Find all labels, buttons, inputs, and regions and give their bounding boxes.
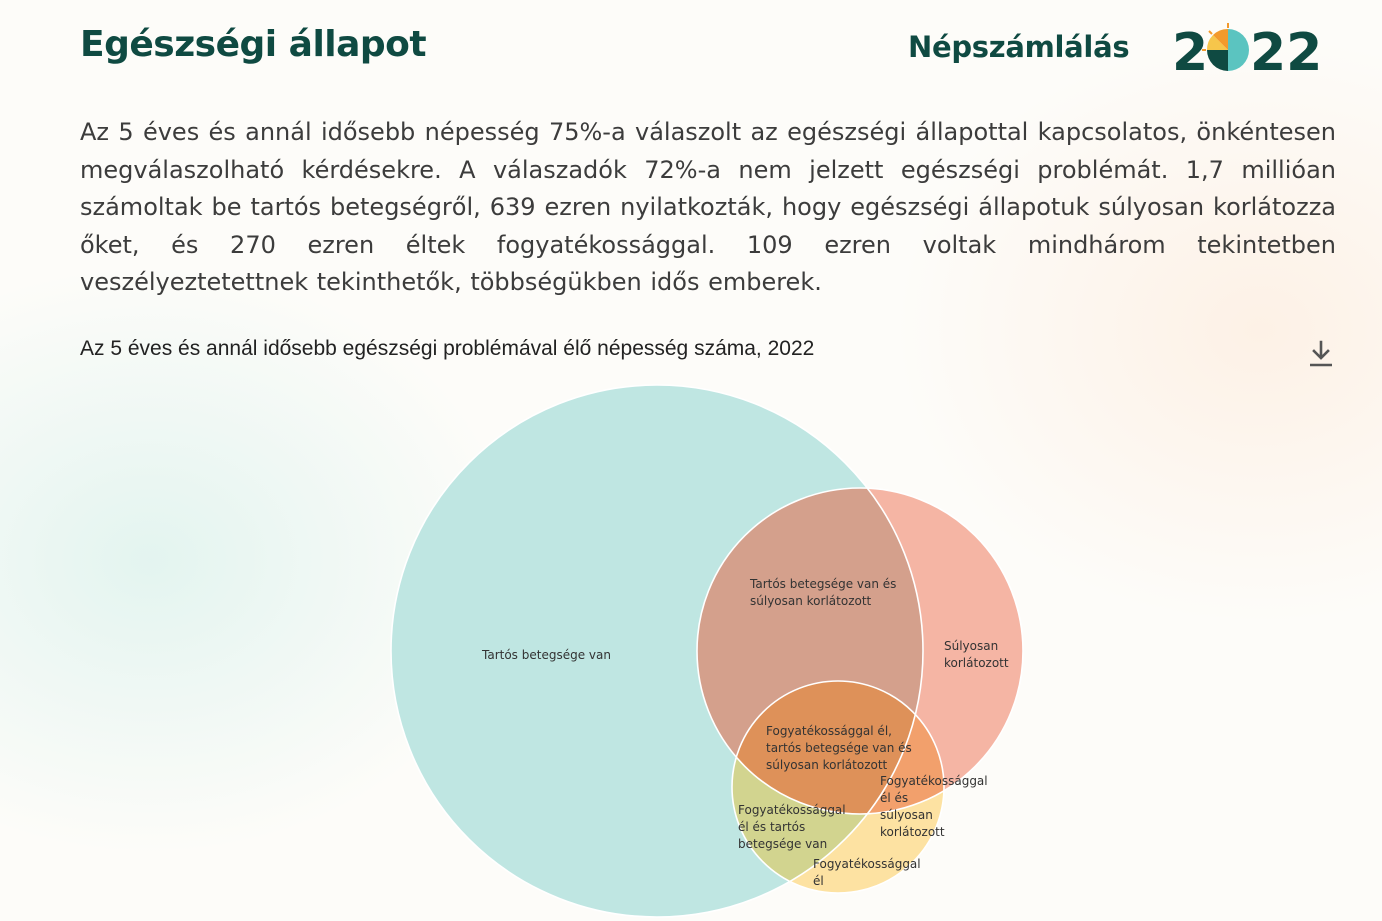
venn-label-sulyosan-fogyatekos: Fogyatékossággal él és súlyosan korlátozott [880,774,988,839]
venn-label-tartos-fogyatekos: Fogyatékossággal él és tartós betegsége van [738,803,846,851]
census-year-digit-2: 2 [1172,23,1209,78]
census-brand-label: Népszámlálás [908,30,1130,64]
venn-label-all-three: Fogyatékossággal él, tartós betegsége van és súlyosan korlátozott [766,724,912,772]
venn-label-sulyosan: Súlyosan korlátozott [944,639,1009,670]
venn-label-tartos: Tartós betegsége van [482,648,611,662]
intro-paragraph: Az 5 éves és annál idősebb népesség 75%-a válaszolt az egészségi állapottal kapcsolatos, önkéntesen megválaszolható kérdésekre. A válaszadók 72%-a nem jelzett egészségi problémát. 1,7 millióan számoltak be tartós betegségről, 639 ezren nyilatkozták, hogy egészségi állapotuk súlyosan korlátozza őket, és 270 ezren éltek fogyatékossággal. 109 ezren voltak mindhárom tekintetben veszélyeztetettnek tekinthetők, többségükben idős emberek. [80,118,1336,296]
page-title: Egészségi állapot [80,24,427,65]
venn-label-tartos-sulyosan: Tartós betegsége van és súlyosan korlátozott [750,577,897,608]
census-year-digits-22: 22 [1250,23,1322,78]
venn-label-fogyatekos: Fogyatékossággal él [813,857,921,888]
chart-title: Az 5 éves és annál idősebb egészségi problémával élő népesség száma, 2022 [80,337,815,360]
